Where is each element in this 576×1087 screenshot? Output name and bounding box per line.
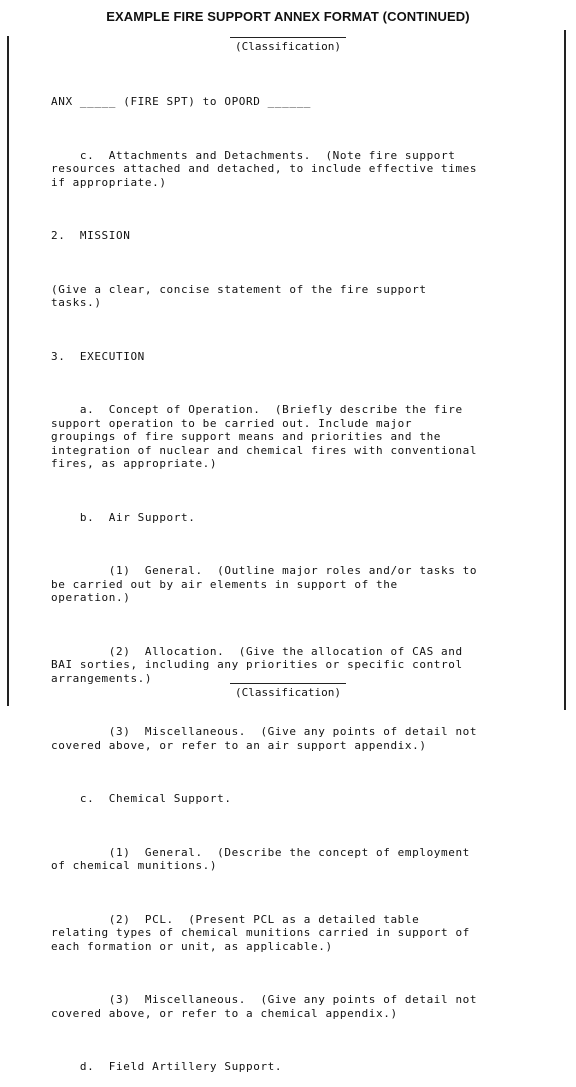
paragraph-air-general: (1) General. (Outline major roles and/or tasks to be carried out by air elements in support of the operation.) [51,564,478,604]
heading-execution: 3. EXECUTION [51,349,145,363]
paragraph-mission: (Give a clear, concise statement of the fire support tasks.) [51,282,427,309]
heading-chemical-support: c. Chemical Support. [51,792,232,805]
paragraph-air-miscellaneous: (3) Miscellaneous. (Give any points of detail not covered above, or refer to an air support appendix.) [51,725,478,752]
classification-bottom-underline [230,683,346,684]
paragraph-chemical-pcl: (2) PCL. (Present PCL as a detailed table relating types of chemical munitions carried in support of each formation or unit, as applicable.) [51,912,470,953]
heading-field-artillery-support: d. Field Artillery Support. [51,1060,283,1073]
paragraph-chemical-miscellaneous: (3) Miscellaneous. (Give any points of detail not covered above, or refer to a chemical appendix.) [51,993,478,1020]
paragraph-concept-of-operation: a. Concept of Operation. (Briefly describe the fire support operation to be carried out. Include major groupings of fire support means and priorities and the integration of nuclear and chemical fires with conventional fires, as appropriate.) [51,403,478,470]
heading-mission: 2. MISSION [51,229,131,242]
classification-top [0,37,576,53]
paragraph-chemical-general: (1) General. (Describe the concept of employment of chemical munitions.) [51,845,470,872]
left-margin-rule [7,36,9,706]
page-title: EXAMPLE FIRE SUPPORT ANNEX FORMAT (CONTINUED) [106,9,470,24]
classification-top-label: (Classification) [235,40,341,53]
classification-bottom-label: (Classification) [235,686,341,699]
paragraph-air-allocation: (2) Allocation. (Give the allocation of CAS and BAI sorties, including any priorities or specific control arrangements.) [51,644,463,685]
paragraph-attachments: c. Attachments and Detachments. (Note fire support resources attached and detached, to include effective times if appropriate.) [51,148,478,189]
annex-reference-line: ANX _____ (FIRE SPT) to OPORD ______ [51,95,312,108]
classification-top-underline [230,37,346,38]
heading-air-support: b. Air Support. [51,510,196,524]
annex-body [51,68,531,1087]
classification-bottom [0,683,576,699]
right-margin-rule [564,30,566,710]
